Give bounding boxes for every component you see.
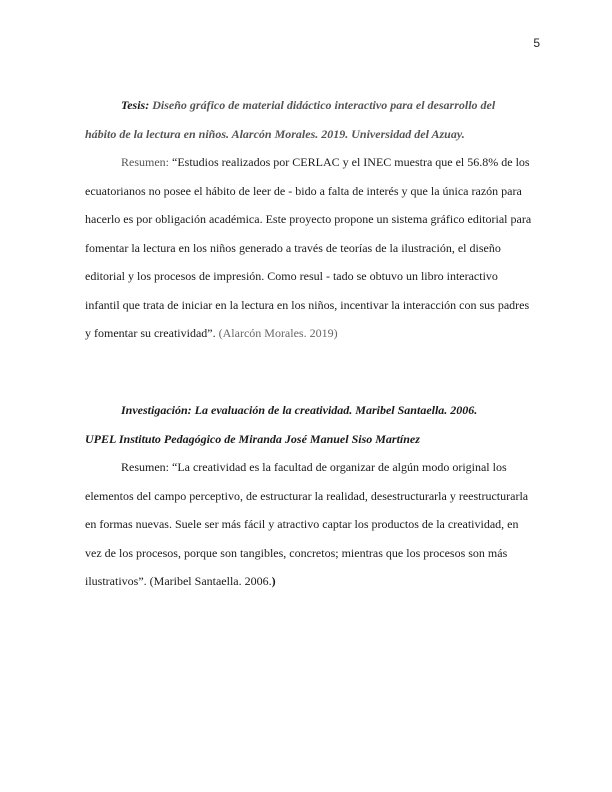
entry-thesis-type-label: Tesis:: [121, 98, 150, 112]
entry-thesis-summary: [85, 148, 535, 348]
entry-research-summary-label: Resumen:: [121, 460, 169, 474]
entry-thesis-citation: (Alarcón Morales. 2019): [218, 326, 338, 340]
entry-thesis-title: [85, 91, 535, 148]
entry-research-closing: ): [271, 574, 276, 588]
entry-thesis-title-line1: [85, 91, 535, 120]
entry-thesis-summary-label: Resumen:: [121, 155, 169, 169]
entry-research-title-line2: UPEL Instituto Pedagógico de Miranda José Manuel Siso Martínez: [85, 431, 420, 446]
entry-research-summary-text: “La creatividad es la facultad de organizar de algún modo original los elementos del campo perceptivo, de estructurar la realidad, desestructurarla y reestructurarla en formas nuevas. Suele ser más fácil y atractivo captar los productos de la creatividad, en vez de los procesos, porque son tangibles, concretos; mientras que los procesos son más ilustrativos”. (Maribel Santaella. 2006.: [85, 460, 529, 588]
entry-thesis-title-text: Diseño gráfico de material didáctico interactivo para el desarrollo del: [149, 98, 496, 112]
entry-research-title: [85, 396, 535, 453]
entry-thesis-summary-text: “Estudios realizados por CERLAC y el INEC muestra que el 56.8% de los ecuatorianos no posee el hábito de leer de - bido a falta de interés y que la única razón para hacerlo es por obligación académica. Este proyecto propone un sistema gráfico editorial para fomentar la lectura en los niños generado a través de teorías de la ilustración, el diseño editorial y los procesos de impresión. Como resul - tado se obtuvo un libro interactivo infantil que trata de iniciar en la lectura en los niños, incentivar la interacción con sus padres y fomentar su creatividad”.: [85, 155, 532, 340]
entry-research-summary: [85, 453, 535, 596]
entry-research-title-line1: Investigación: La evaluación de la creatividad. Maribel Santaella. 2006.: [121, 403, 478, 417]
entry-thesis: [85, 91, 535, 348]
entry-research: [85, 396, 535, 596]
page-number: 5: [533, 36, 540, 50]
entry-thesis-title-line2: hábito de la lectura en niños. Alarcón Morales. 2019. Universidad del Azuay.: [85, 126, 465, 141]
